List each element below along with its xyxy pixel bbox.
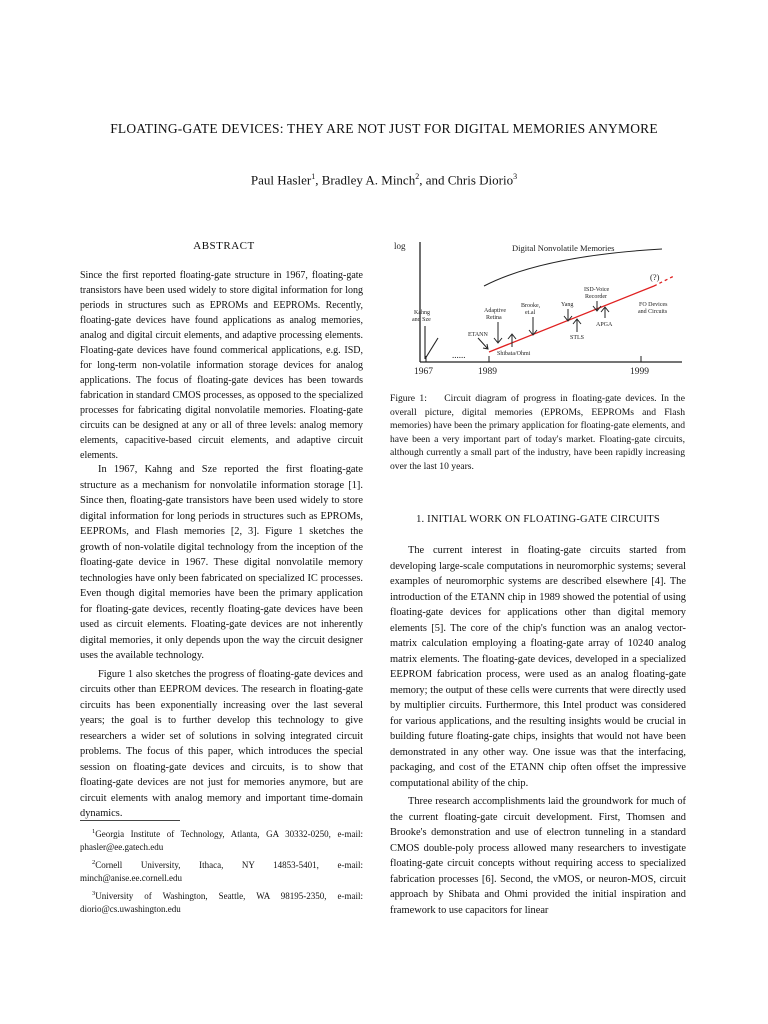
footnotes xyxy=(80,825,363,918)
digital-memories-curve xyxy=(484,249,662,286)
figure-1-diagram xyxy=(392,234,688,384)
footnote-text: University of Washington, Seattle, WA 98195-2350, e-mail: diorio@cs.uwashington.edu xyxy=(80,891,363,914)
footnote-mark: 2 xyxy=(92,859,96,866)
body-paragraph: The current interest in floating-gate circuits started from developing large-scale computations in neuromorphic systems; several examples of neuromorphic systems are described elsewhere [4]. The introduction of the ETANN chip in 1989 showed the potential of using floating-gate devices for applications other than digital memory elements [5]. The core of the chip's function was an analog vector-matrix calculation employing a floating-gate array of 10240 analog matrix elements. The floating-gate devices, developed in a specialized EEPROM fabrication process, were used as an analog floating-gate memory; the output of these cells were currents that were directly used by multiplier circuits. Furthermore, this Intel product was considered for various applications, and the resulting insights would be crucial in building future floating-gate chips, insights that would not have been demonstrated in any other way. One issue was that the interfacing, packaging, and cost of the ETANN chip often offset the impressive computational ability of the chip. xyxy=(390,545,686,789)
arrow-etann xyxy=(478,338,488,349)
body-paragraph: Three research accomplishments laid the groundwork for much of the current floating-gate circuit development. First, Thomsen and Brooke's demonstration and use of electron tunneling in a standard CMOS double-poly process allowed many researchers to investigate floating-gate circuit concepts without requiring access to specialized fabrication processes [6]. Second, the νMOS, or neuron-MOS, circuit approach by Shibata and Ohmi provided the initial inspiration and framework to use capacitors for linear xyxy=(390,796,686,916)
footnote xyxy=(80,825,363,854)
author-name: Chris Diorio xyxy=(447,172,514,188)
arrow-kahng-head xyxy=(425,338,438,359)
label-shibata: Shibata/Ohmi xyxy=(497,351,531,357)
future-question-mark: (?) xyxy=(650,272,660,282)
paper-title: FLOATING-GATE DEVICES: THEY ARE NOT JUST FOR DIGITAL MEMORIES ANYMORE xyxy=(110,121,658,136)
footnote-text: Cornell University, Ithaca, NY 14853-5401, e-mail: minch@anise.ee.cornell.edu xyxy=(80,860,363,883)
footnote-mark: 3 xyxy=(92,890,96,897)
floating-gate-trend-line xyxy=(489,286,654,352)
author-list xyxy=(80,172,688,188)
abstract-body: Since the first reported floating-gate structure in 1967, floating-gate transistors have been used widely to store digital information for long periods in structures such as EPROMs and EEPROMs. Recently, floating-gate devices have found applications as analog memories, analog and digital circuit elements, and adaptive processing elements. Floating-gate devices have found commerical applications, e.g. ISD, for long-term non-volatile information storage devices for analog applications. The focus of floating-gate devices has been towards fabrication in standard CMOS processes, as opposed to the specialized processes for fabricating digital nonvolatile memories. Floating-gate circuits can be designed at any or all of three levels: analog memory elements, capacitive-based circuit elements, and adaptive circuit elements. xyxy=(80,270,363,461)
footnote xyxy=(80,887,363,916)
label-fo-devices: FO Devices xyxy=(639,302,668,308)
right-column-body xyxy=(390,543,686,921)
author-separator: , and xyxy=(419,172,448,188)
author-mark: 2 xyxy=(415,172,420,181)
footnote xyxy=(80,856,363,885)
label-retina: Retina xyxy=(486,315,502,321)
author-separator: , xyxy=(315,172,322,188)
caption-text: Circuit diagram of progress in floating-gate devices. In the overall picture, digital memories (EPROMs, EEPROMs and Flash memories) have been the primary application for floating-gate elements, and have been a very important part of today's market. Floating-gate circuits, although currently a small part of the industry, have been rapidly increasing over the last 10 years. xyxy=(390,393,685,472)
year-1999: 1999 xyxy=(630,367,649,377)
author-mark: 3 xyxy=(513,172,518,181)
label-yang: Yang xyxy=(561,302,574,308)
caption-label: Figure 1: xyxy=(390,393,427,404)
author-name: Bradley A. Minch xyxy=(321,172,416,188)
digital-memories-label: Digital Nonvolatile Memories xyxy=(512,243,615,253)
label-kahng: Kahng xyxy=(414,310,430,316)
label-and-sze: and Sze xyxy=(412,317,431,323)
year-1989: 1989 xyxy=(478,367,497,377)
year-1967: 1967 xyxy=(414,367,433,377)
label-etann: ETANN xyxy=(468,332,488,338)
figure-1-caption xyxy=(390,392,685,473)
y-axis-label: log xyxy=(394,241,406,251)
label-stls: STLS xyxy=(570,335,585,341)
author-name: Paul Hasler xyxy=(250,172,312,188)
author-mark: 1 xyxy=(311,172,316,181)
footnote-text: Georgia Institute of Technology, Atlanta, GA 30332-0250, e-mail: phasler@ee.gatech.edu xyxy=(80,829,363,852)
label-apga: APGA xyxy=(596,322,613,328)
label-isd: ISD-Voice xyxy=(584,287,610,293)
label-et-al: et.al xyxy=(525,310,536,316)
body-paragraph: Figure 1 also sketches the progress of floating-gate devices and circuits other than EEPROM devices. The research in floating-gate circuits has been exponentially increasing over the last several years; the goal is to further develop this technology to give researchers a wider set of solutions in solving integrated circuit problems. The focus of this paper, which introduces the special session on floating-gate devices and circuits, is to show that floating-gate devices are not just for memories anymore, but are circuit elements with analog memory and important time-domain dynamics. xyxy=(80,668,363,819)
left-column-body xyxy=(80,462,363,825)
footnote-mark: 1 xyxy=(92,828,96,835)
footnote-rule xyxy=(80,820,180,821)
body-paragraph: In 1967, Kahng and Sze reported the first floating-gate structure as a mechanism for nonvolatile information storage [1]. Since then, floating-gate transistors have been used widely to store digital information for long periods in structures such as EPROMs, EEPROMs, and Flash memories [2, 3]. Figure 1 sketches the growth of non-volatile digital technology from the inception of the floating-gate device in 1967. These digital nonvolatile memory technologies have only been fabricated on specialized IC processes. Even though digital memories have been the primary application for floating-gate devices, recently floating-gate devices have been used as circuit elements. Floating-gate devices are not inherently digital memories, it only depends upon the way the circuit designer uses the available technology. xyxy=(80,464,363,661)
abstract-heading: ABSTRACT xyxy=(193,240,255,252)
label-adaptive: Adaptive xyxy=(484,308,506,314)
label-brooke: Brooke, xyxy=(521,303,541,309)
label-and-circuits: and Circuits xyxy=(638,309,668,315)
label-recorder: Recorder xyxy=(585,294,607,300)
section-1-heading: 1. INITIAL WORK ON FLOATING-GATE CIRCUITS xyxy=(416,514,660,525)
gap-dots: ...... xyxy=(452,350,466,360)
